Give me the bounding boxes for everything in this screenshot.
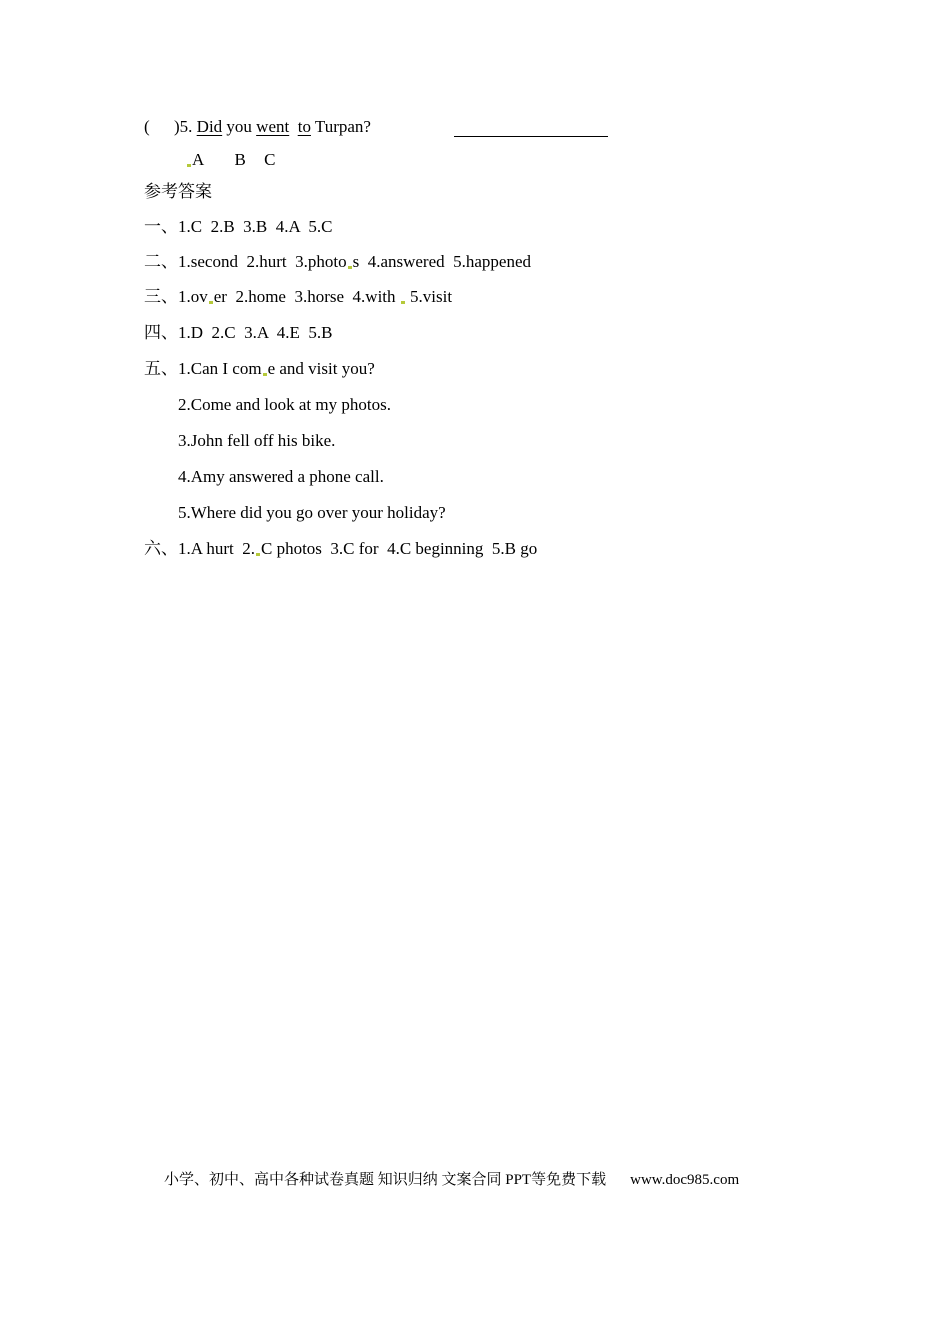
green-mark-icon xyxy=(256,553,260,556)
word-turpan: Turpan? xyxy=(314,117,371,136)
page-footer xyxy=(164,1168,739,1189)
green-mark-icon xyxy=(263,373,267,376)
answers-title: 参考答案 xyxy=(144,182,212,201)
option-c: C xyxy=(264,150,276,169)
footer-url[interactable]: www.doc985.com xyxy=(630,1172,740,1188)
section-label: 四、 xyxy=(144,323,178,342)
sentence-1-part-a: 1.Can I com xyxy=(178,359,262,378)
question-5 xyxy=(144,116,371,138)
section-text: 1.D 2.C 3.A 4.E 5.B xyxy=(178,323,333,342)
section-text-part-a: 1.ov xyxy=(178,287,208,306)
option-b: B xyxy=(234,150,246,169)
sentence-4: 4.Amy answered a phone call. xyxy=(178,467,384,486)
answer-section-5 xyxy=(144,358,375,380)
section-text-part-b: C photos 3.C for 4.C beginning 5.B go xyxy=(260,539,538,558)
section-label: 二、 xyxy=(144,252,178,271)
underlined-word-to: to xyxy=(297,117,311,136)
sentence-3: 3.John fell off his bike. xyxy=(178,431,336,450)
section-text-part-a: 1.second 2.hurt 3.photo xyxy=(178,252,347,271)
section-text-part-c: 5.visit xyxy=(405,287,453,306)
option-a: A xyxy=(192,150,205,169)
sentence-5: 5.Where did you go over your holiday? xyxy=(178,503,446,522)
green-mark-icon xyxy=(209,301,213,304)
word-you: you xyxy=(226,117,252,136)
green-mark-icon xyxy=(187,164,191,167)
underlined-word-did: Did xyxy=(196,117,223,136)
question-5-options xyxy=(186,149,275,171)
section-text-part-a: 1.A hurt 2. xyxy=(178,539,255,558)
sentence-2: 2.Come and look at my photos. xyxy=(178,395,391,414)
section-text: 1.C 2.B 3.B 4.A 5.C xyxy=(178,217,333,236)
answer-section-2 xyxy=(144,251,531,273)
section-label: 六、 xyxy=(144,539,178,558)
section-text-part-b: er 2.home 3.horse 4.with xyxy=(213,287,400,306)
section-text-part-b: s 4.answered 5.happened xyxy=(352,252,532,271)
section-label: 五、 xyxy=(144,359,178,378)
section-label: 三、 xyxy=(144,287,178,306)
sentence-1-part-b: e and visit you? xyxy=(267,359,375,378)
underlined-word-went: went xyxy=(256,117,290,136)
answer-paren-open: ( xyxy=(144,117,150,136)
green-mark-icon xyxy=(348,266,352,269)
answer-section-3 xyxy=(144,286,452,308)
answer-section-4 xyxy=(144,322,332,344)
green-mark-icon xyxy=(401,301,405,304)
answer-blank-line xyxy=(454,136,608,137)
answer-section-1 xyxy=(144,216,332,238)
section-label: 一、 xyxy=(144,217,178,236)
answer-section-6 xyxy=(144,538,537,560)
footer-text: 小学、初中、高中各种试卷真题 知识归纳 文案合同 PPT等免费下载 xyxy=(164,1172,607,1188)
question-number: )5. xyxy=(174,117,193,136)
